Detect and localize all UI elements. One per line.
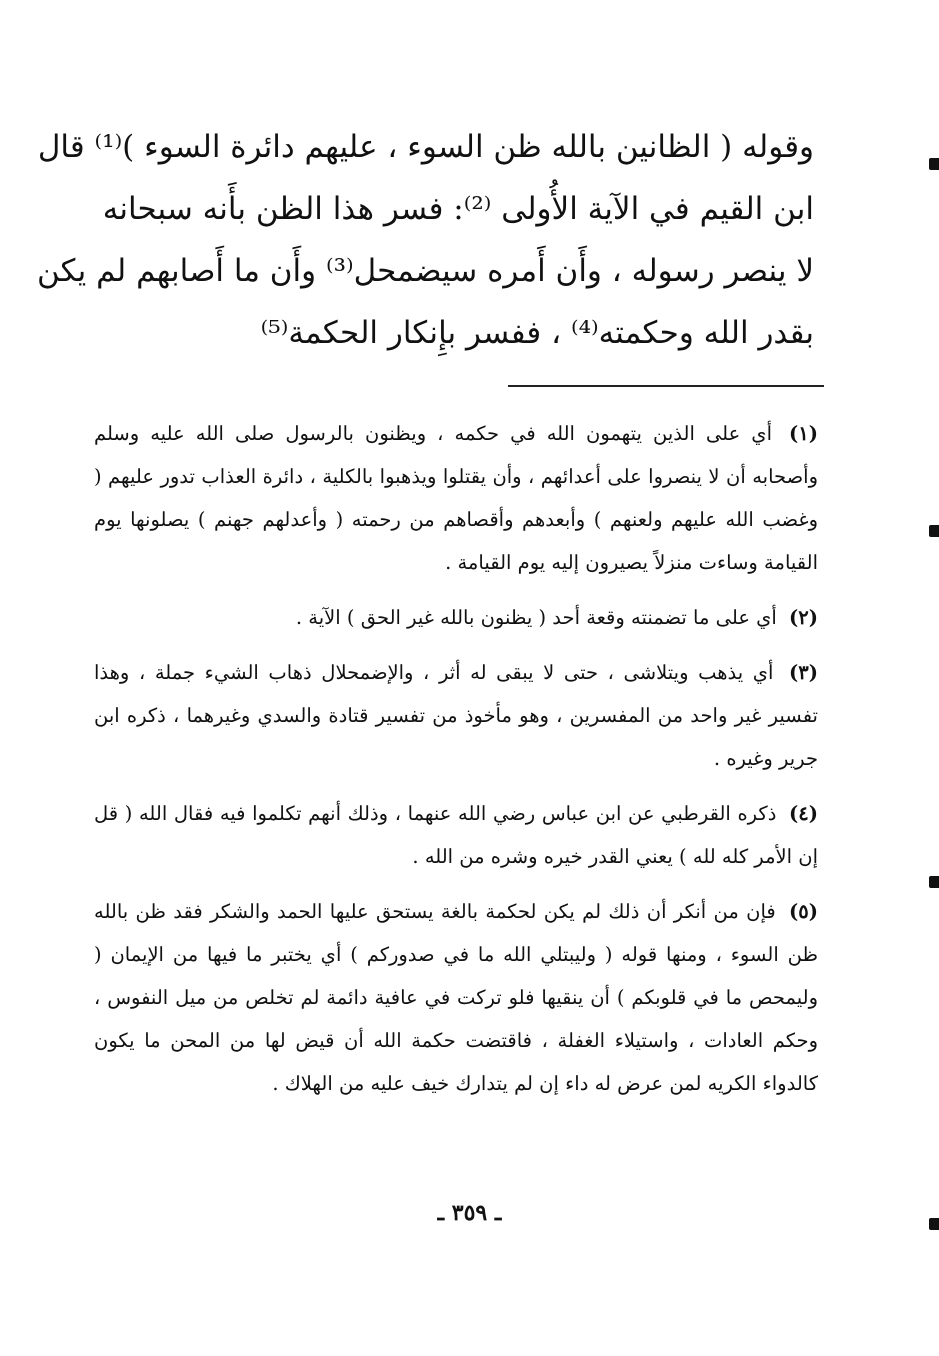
scan-edge-mark (929, 525, 939, 537)
main-text (36, 116, 814, 364)
footnote-text: ذكره القرطبي عن ابن عباس رضي الله عنهما ، وذلك أنهم تكلموا فيه فقال الله ( قل إن الأمر كله لله ) يعني القدر خيره وشره من الله . (94, 802, 818, 868)
footnote-4 (94, 792, 818, 878)
scan-edge-mark (929, 876, 939, 888)
footnote-1 (94, 412, 818, 584)
footnote-text: فإن من أنكر أن ذلك لم يكن لحكمة بالغة يستحق عليها الحمد والشكر فقد ظن بالله ظن السوء ، ومنها قوله ( وليبتلي الله ما في صدوركم ) أي يختبر ما فيها من الإيمان ( وليمحص ما في قلوبكم ) أن ينقيها فلو تركت في عافية دائمة لم تخلص من ميل النفوس ، وحكم العادات ، واستيلاء الغفلة ، فاقتضت حكمة الله أن قيض لها من المحن ما يكون كالدواء الكريه لمن عرض له داء إن لم يتدارك خيف عليه من الهلاك . (94, 900, 818, 1095)
scan-edge-mark (929, 158, 939, 170)
main-text-line: ابن القيم في الآية الأُولى ⁽²⁾: فسر هذا الظن بأَنه سبحانه (102, 191, 814, 227)
footnote-3 (94, 651, 818, 780)
footnote-5 (94, 890, 818, 1105)
footnotes (94, 412, 818, 1117)
main-text-line: وقوله ( الظانين بالله ظن السوء ، عليهم دائرة السوء )⁽¹⁾ قال (37, 129, 814, 165)
footnote-text: أي يذهب ويتلاشى ، حتى لا يبقى له أثر ، والإضمحلال ذهاب الشيء جملة ، وهذا تفسير غير واحد من المفسرين ، وهو مأخوذ من تفسير قتادة والسدي وغيرهما ، ذكره ابن جرير وغيره . (94, 661, 818, 770)
main-text-line: بقدر الله وحكمته⁽⁴⁾ ، ففسر بإِنكار الحكمة⁽⁵⁾ (260, 315, 814, 351)
footnote-divider (508, 385, 824, 387)
footnote-text: أي على الذين يتهمون الله في حكمه ، ويظنون بالرسول صلى الله عليه وسلم وأصحابه أن لا ينصروا على أعدائهم ، وأن يقتلوا ويذهبوا بالكلية ، دائرة العذاب تدور عليهم ( وغضب الله عليهم ولعنهم ) وأبعدهم وأقصاهم من رحمته ( وأعدلهم جهنم ) يصلونها يوم القيامة وساءت منزلاً يصيرون إليه يوم القيامة . (94, 422, 818, 574)
footnote-number: (٥) (789, 900, 818, 923)
footnote-number: (٣) (789, 661, 818, 684)
footnote-text: أي على ما تضمنته وقعة أحد ( يظنون بالله غير الحق ) الآية . (295, 606, 777, 629)
footnote-2 (94, 596, 818, 639)
main-text-line: لا ينصر رسوله ، وأَن أَمره سيضمحل⁽³⁾ وأَن ما أَصابهم لم يكن (36, 253, 814, 289)
footnote-number: (٢) (789, 606, 818, 629)
page-number: ـ ٣٥٩ ـ (437, 1200, 502, 1226)
footnote-number: (٤) (789, 802, 818, 825)
footnote-number: (١) (789, 422, 818, 445)
scan-edge-mark (929, 1218, 939, 1230)
